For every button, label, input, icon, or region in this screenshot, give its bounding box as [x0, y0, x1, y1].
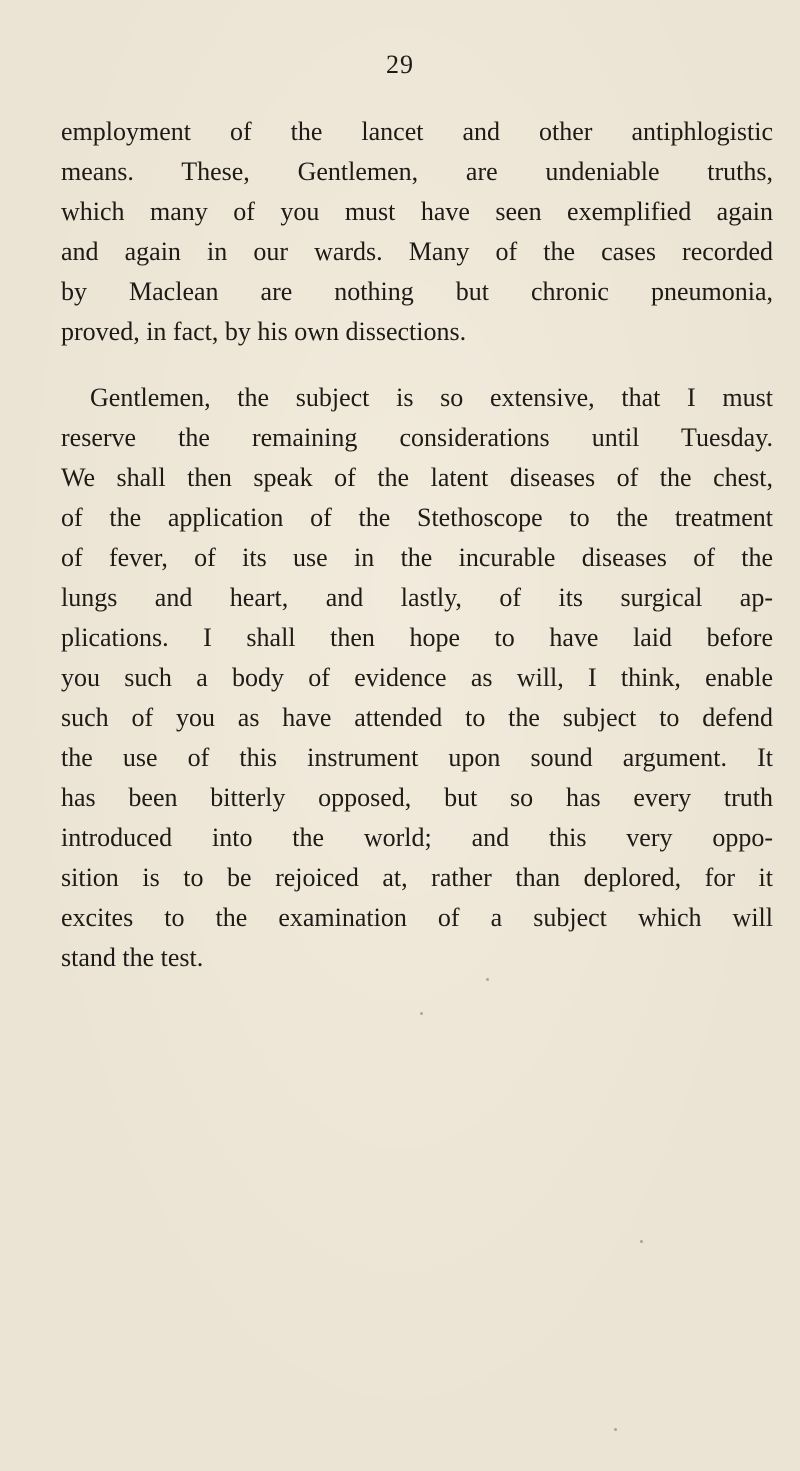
text-line: of fever, of its use in the incurable diseases of the	[61, 543, 773, 572]
speck	[640, 1240, 643, 1243]
speck	[614, 1428, 617, 1431]
text-line: such of you as have attended to the subject to defend	[61, 703, 773, 732]
text-line: introduced into the world; and this very oppo-	[61, 823, 773, 852]
text-line: of the application of the Stethoscope to the treatment	[61, 503, 773, 532]
speck	[420, 1012, 423, 1015]
text-line: the use of this instrument upon sound argument. It	[61, 743, 773, 772]
text-line: which many of you must have seen exemplified again	[61, 197, 773, 226]
text-line: and again in our wards. Many of the cases recorded	[61, 237, 773, 266]
text-line: lungs and heart, and lastly, of its surgical ap-	[61, 583, 773, 612]
text-line: has been bitterly opposed, but so has every truth	[61, 783, 773, 812]
text-line: plications. I shall then hope to have laid before	[61, 623, 773, 652]
text-line: reserve the remaining considerations until Tuesday.	[61, 423, 773, 452]
speck	[486, 978, 489, 981]
text-line: means. These, Gentlemen, are undeniable truths,	[61, 157, 773, 186]
page-number: 29	[386, 50, 414, 79]
text-line: by Maclean are nothing but chronic pneumonia,	[61, 277, 773, 306]
text-line: employment of the lancet and other antiphlogistic	[61, 117, 773, 146]
text-line: We shall then speak of the latent diseases of the chest,	[61, 463, 773, 492]
text-line: you such a body of evidence as will, I think, enable	[61, 663, 773, 692]
text-line: proved, in fact, by his own dissections.	[61, 317, 467, 346]
text-line: excites to the examination of a subject which will	[61, 903, 773, 932]
text-line: Gentlemen, the subject is so extensive, that I must	[90, 383, 773, 412]
text-line: stand the test.	[61, 943, 204, 972]
text-line: sition is to be rejoiced at, rather than deplored, for it	[61, 863, 773, 892]
